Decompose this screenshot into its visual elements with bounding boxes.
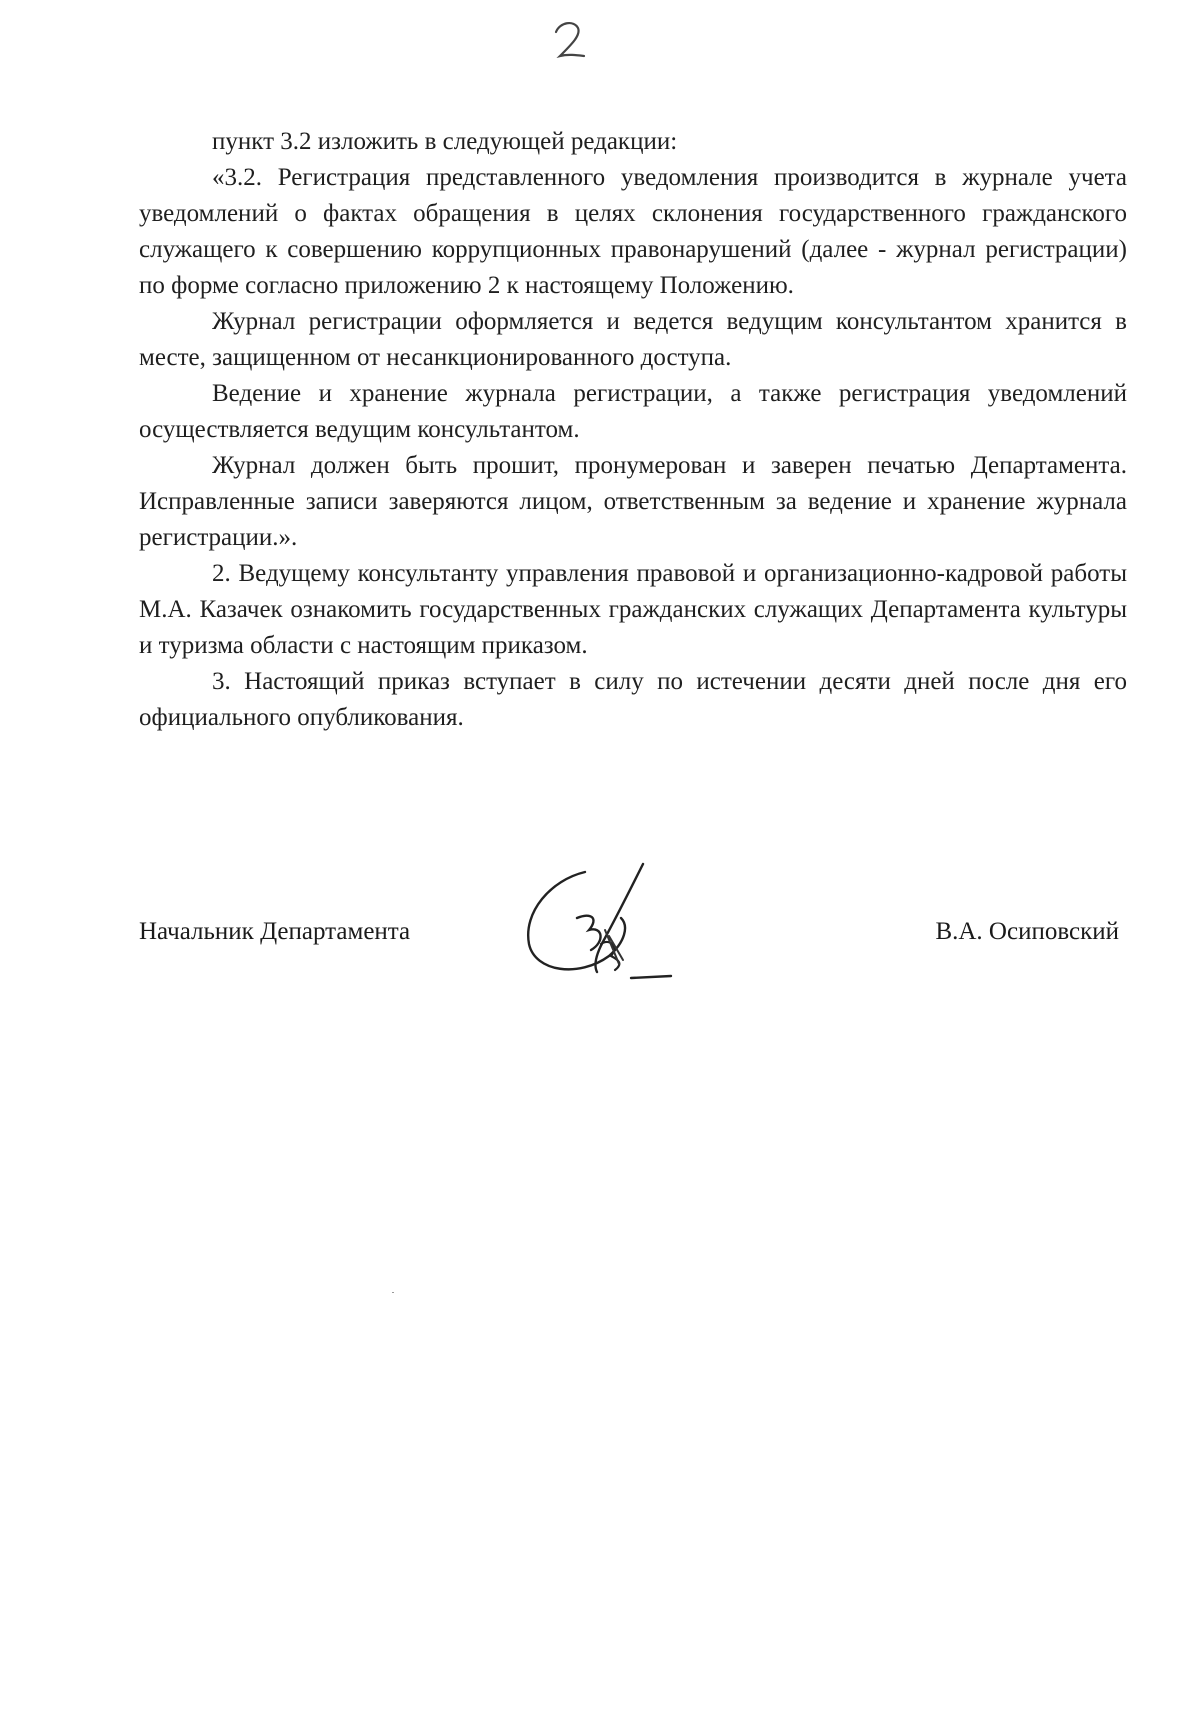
signatory-position: Начальник Департамента [139,918,411,945]
signature-block [139,860,1127,980]
paragraph: Ведение и хранение журнала регистрации, а также регистрация уведомлений осуществляется ведущим консультантом. [139,380,1127,443]
scan-speck [392,1292,394,1293]
paragraph: 2. Ведущему консультанту управления правовой и организационно-кадровой работы М.А. Казачек ознакомить государственных гражданских служащих Департамента культуры и туризма области с настоящим приказом. [139,560,1127,659]
handwritten-signature [493,860,733,990]
paragraph: Журнал должен быть прошит, пронумерован и заверен печатью Департамента. Исправленные записи заверяются лицом, ответственным за ведение и хранение журнала регистрации.». [139,452,1127,551]
handwritten-page-number [548,16,588,66]
paragraph: 3. Настоящий приказ вступает в силу по истечении десяти дней после дня его официального опубликования. [139,668,1127,731]
paragraph: «3.2. Регистрация представленного уведомления производится в журнале учета уведомлений о фактах обращения в целях склонения государственного гражданского служащего к совершению коррупционных правонарушений (далее - журнал регистрации) по форме согласно приложению 2 к настоящему Положению. [139,164,1127,299]
document-body [139,124,1127,736]
signatory-name: В.А. Осиповский [935,918,1119,945]
paragraph: пункт 3.2 изложить в следующей редакции: [212,128,678,155]
handwritten-number-two [548,16,588,66]
paragraph: Журнал регистрации оформляется и ведется ведущим консультантом хранится в месте, защищенном от несанкционированного доступа. [139,308,1127,371]
